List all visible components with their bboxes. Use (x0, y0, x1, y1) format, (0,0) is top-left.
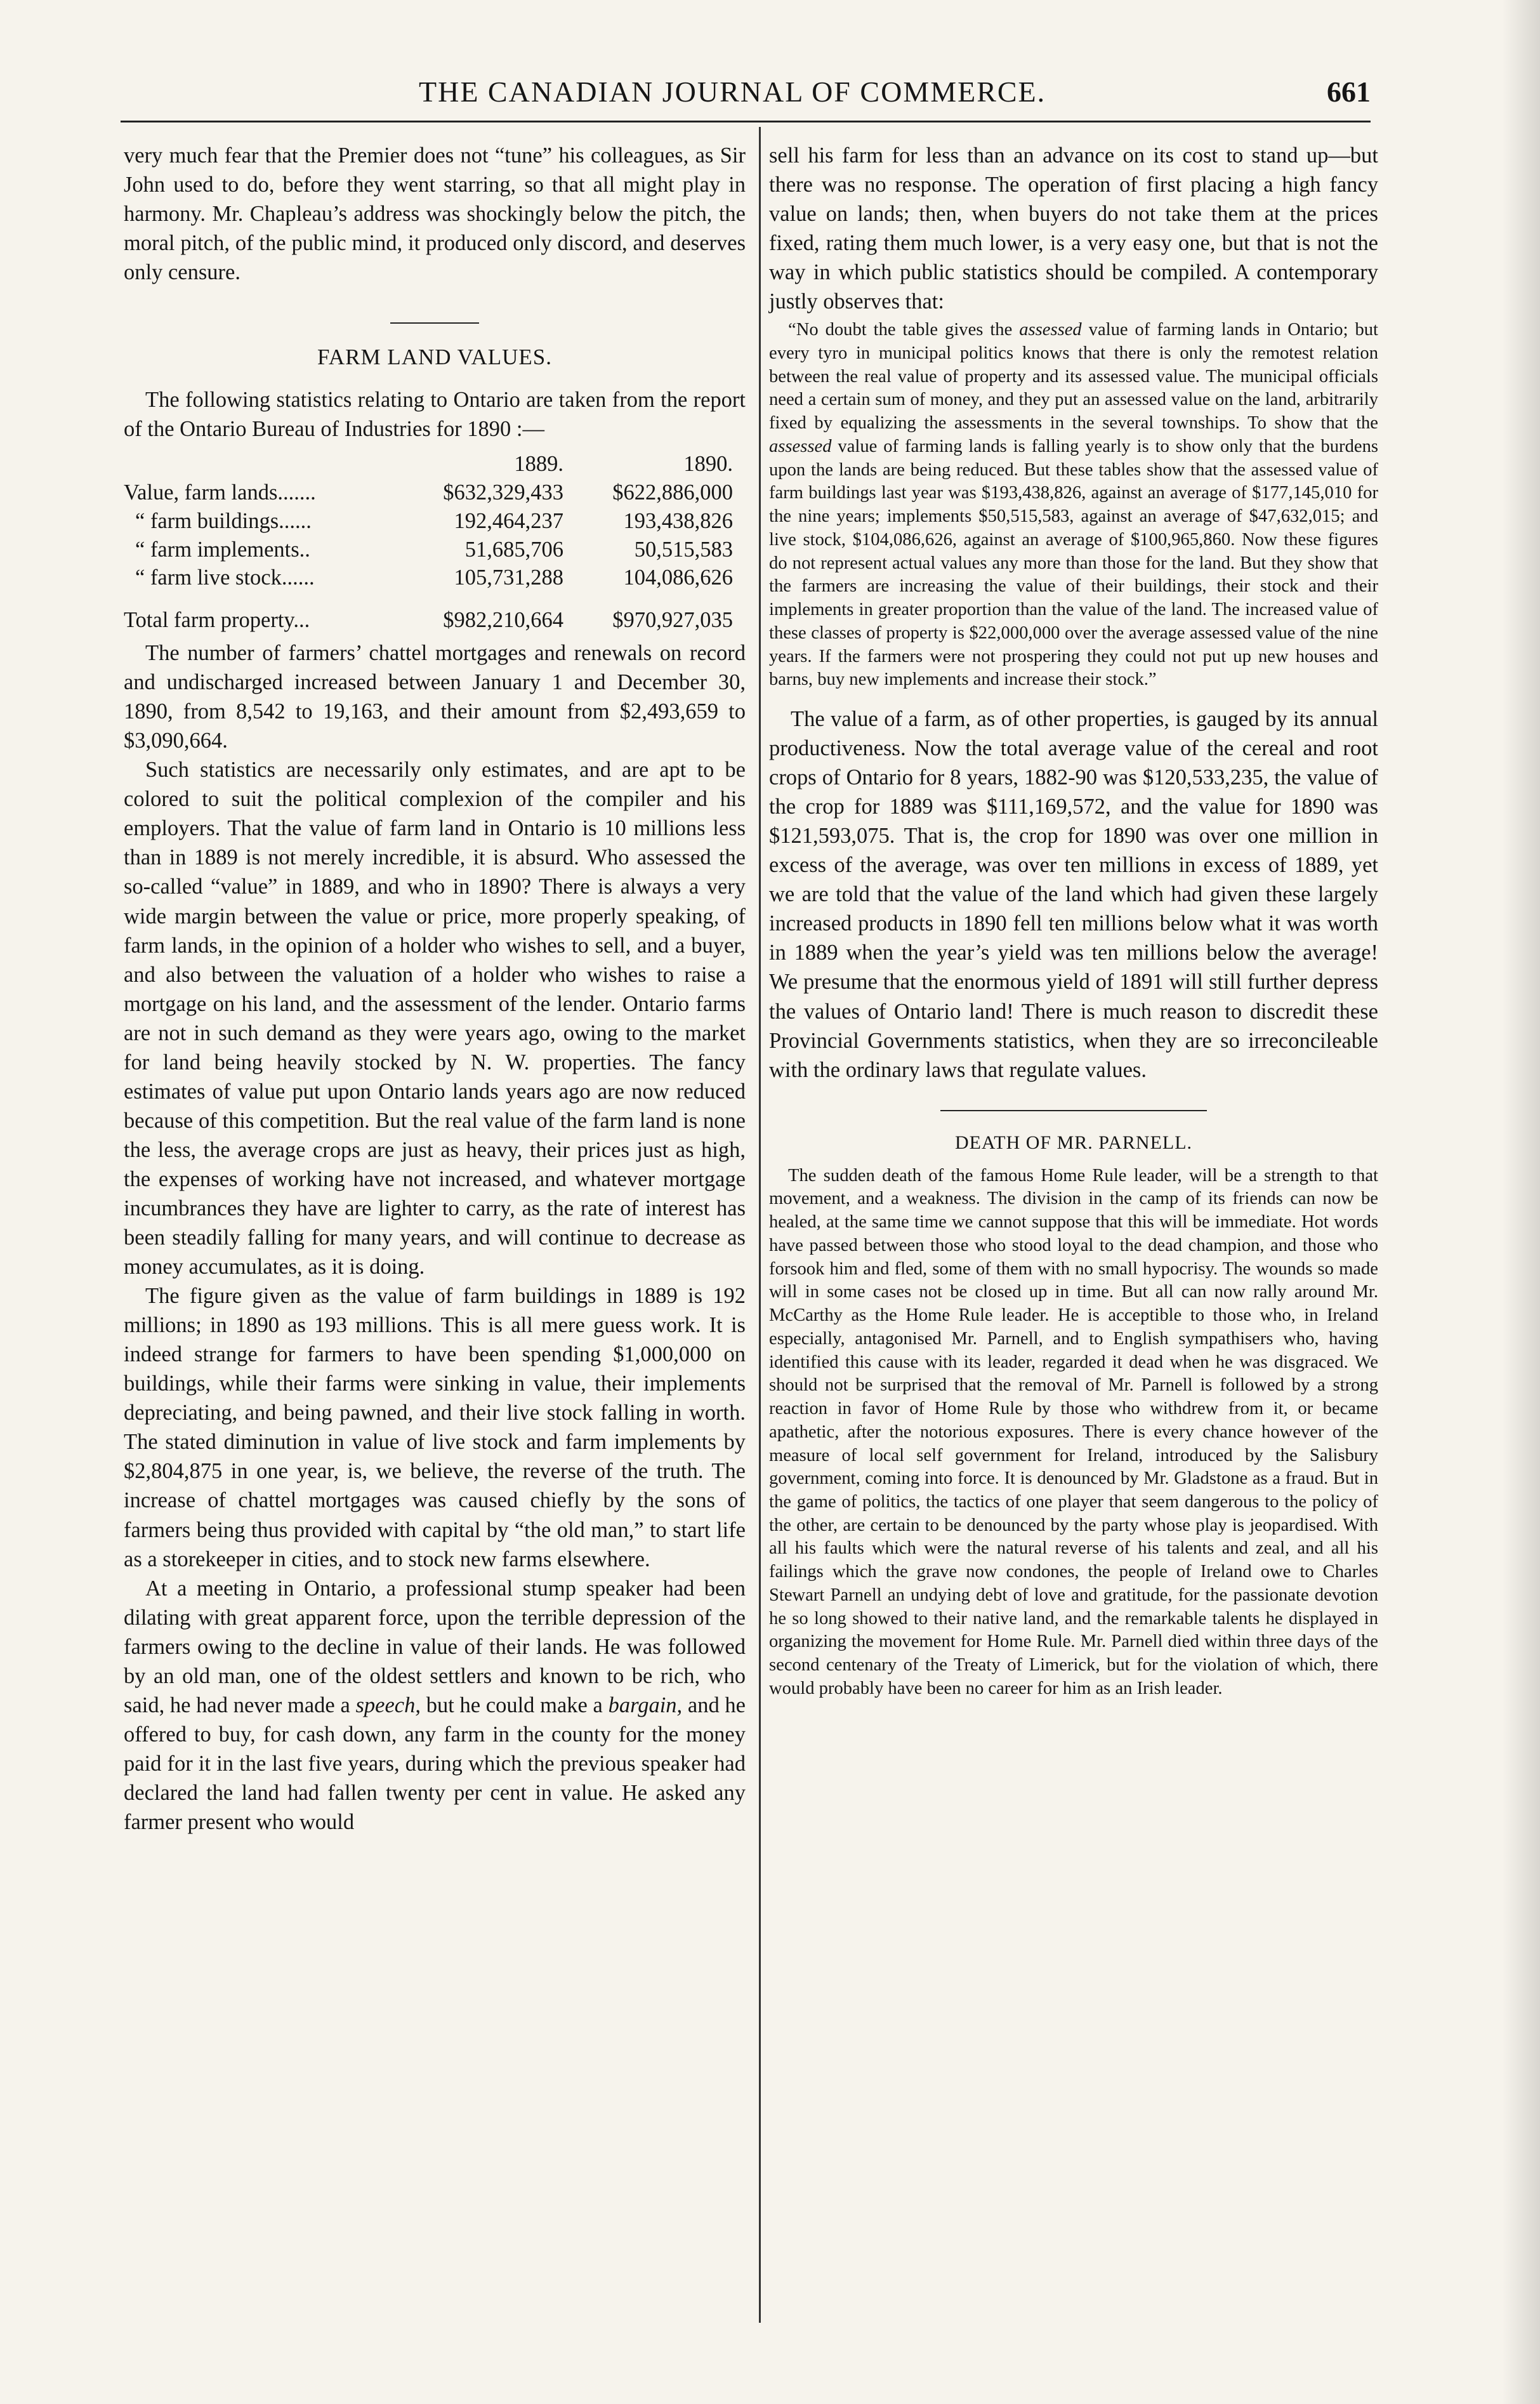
value-1890: 193,438,826 (623, 508, 733, 533)
column-divider (759, 127, 761, 2323)
farm-intro-paragraph: The following statistics relating to Ontario are taken from the report of the Ontario Bureau of Industries for 1890 :— (124, 387, 746, 441)
table-row (124, 564, 733, 592)
value-1890: $622,886,000 (612, 480, 733, 505)
farm-land-heading: FARM LAND VALUES. (317, 345, 552, 370)
parnell-heading: DEATH OF MR. PARNELL. (954, 1132, 1193, 1153)
total-label: Total farm property... (124, 608, 310, 633)
left-column (124, 141, 746, 1837)
quote-italic: assessed (769, 436, 832, 456)
quote-text: value of farming lands is falling yearly is to show only that the burdens upon the lands are being reduced. But these tables show that the assessed value of farm buildings last year was $193,438,826, against an average of $177,145,010 for the nine years; implements $50,515,583, against an average of $47,632,015; and live stock, $104,086,626, against an average of $100,965,860. Now these figures do not represent actual values any more than those for the land. But they show that the farmers are increasing the value of their buildings, their stock and their implements in greater proportion than the value of the land. The increased value of these classes of property is $22,000,000 over the average assessed value of the nine years. If the farmers were not prospering they could not put up new houses and barns, buy new implements and increase their stock.” (769, 436, 1378, 690)
mortgages-paragraph: The number of farmers’ chattel mortgages and renewals on record and undischarged increased between January 1 and December 30, 1890, from 8,542 to 19,163, and their amount from $2,493,659 to $3,090,664. (124, 641, 746, 753)
value-1890: 104,086,626 (623, 565, 733, 590)
continued-paragraph: sell his farm for less than an advance on its cost to stand up—but there was no response. The operation of first placing a high fancy value on lands; then, when buyers do not take them at the prices fixed, rating them much lower, is a very easy one, but that is not the way in which public statistics should be compiled. A contemporary justly observes that: (769, 143, 1378, 314)
quote-text: “No doubt the table gives the (788, 320, 1020, 340)
scan-edge-shadow (1502, 0, 1540, 2404)
table-row (124, 479, 733, 507)
row-label: Value, farm lands....... (124, 480, 316, 505)
value-1889: 105,731,288 (454, 565, 563, 590)
intro-paragraph: very much fear that the Premier does not “tune” his colleagues, as Sir John used to do, before they went starring, so that all might play in harmony. Mr. Chapleau’s address was shockingly below the pitch, the moral pitch, of the public mind, it produced only discord, and deserves only censure. (124, 143, 746, 285)
header-rule (121, 121, 1371, 122)
parnell-paragraph: The sudden death of the famous Home Rule leader, will be a strength to that movement, and a weakness. The division in the camp of its friends can now be healed, at the same time we cannot suppose that this will be immediate. Hot words have passed between those who stood loyal to the dead champion, and those who forsook him and fled, some of them with no small hypocrisy. The wounds so made will in some cases not be closed up in time. But all can now rally around Mr. McCarthy as the Home Rule leader. He is acceptible to those who, in Ireland especially, antagonised Mr. Parnell, and to English sympathisers who, having identified this cause with its leader, regarded it dead when he was disgraced. We should not be surprised that the removal of Mr. Parnell is followed by a strong reaction in favor of Home Rule by those who withdrew from it, or became apathetic, after the notorious exposures. There is every chance however of the measure of local self government for Ireland, introduced by the Salisbury government, coming into force. It is denounced by Mr. Gladstone as a fraud. But in the game of politics, the tactics of one player that seem dangerous to the policy of the other, are certain to be denounced by the party whose play is jeopardised. With all his faults which were the natural reverse of his talents and zeal, and all his failings which the grave now condones, the people of Ireland owe to Charles Stewart Parnell an undying debt of love and gratitude, for the passionate devotion he so long showed to their native land, and the remarkable talents he displayed in organizing the movement for Home Rule. Mr. Parnell died within three days of the second centenary of the Treaty of Limerick, but for the violation of which, there would probably have been no career for him as an Irish leader. (769, 1165, 1378, 1698)
meeting-text: At a meeting in Ontario, a professional stump speaker had been dilating with great apparent force, upon the terrible depression of the farmers owing to the decline in value of their lands. He was followed by an old man, one of the oldest settlers and known to be rich, who said, he had never made a (124, 1576, 746, 1717)
page-number: 661 (1327, 76, 1371, 108)
table-row (124, 507, 733, 536)
right-column (769, 141, 1378, 1701)
quote-text: value of farming lands in Ontario; but every tyro in municipal politics knows that there is only the remotest relation between the real value of property and its assessed value. The municipal officials need a certain sum of money, and they put an assessed value on the land, arbitrarily fixed by equalizing the assessments in the several townships. To show that the (769, 320, 1378, 433)
table-total-row (124, 592, 733, 635)
buildings-paragraph: The figure given as the value of farm buildings in 1889 is 192 millions; in 1890 as 193 millions. This is all mere guess work. It is indeed strange for farmers to have been spending $1,000,000 on buildings, while their farms were sinking in value, their implements depreciating, and being pawned, and their live stock falling in worth. The stated diminution in value of live stock and farm implements by $2,804,875 in one year, is, we believe, the reverse of the truth. The increase of chattel mortgages was caused chiefly by the sons of farmers being thus provided with capital by “the old man,” to start life as a storekeeper in cities, and to stock new farms elsewhere. (124, 1284, 746, 1571)
row-label: “ farm buildings...... (135, 508, 312, 533)
value-1889: 192,464,237 (454, 508, 563, 533)
quote-italic: assessed (1019, 320, 1082, 340)
value-1889: $632,329,433 (443, 480, 563, 505)
value-1889: 51,685,706 (464, 537, 563, 562)
estimates-paragraph: Such statistics are necessarily only estimates, and are apt to be colored to suit the political complexion of the compiler and his employers. That the value of farm land in Ontario is 10 millions less than in 1889 is not merely incredible, it is absurd. Who assessed the so-called “value” in 1889, and who in 1890? There is always a very wide margin between the value or price, more properly speaking, of farm lands, in the opinion of a holder who wishes to sell, and a buyer, and also between the valuation of a holder who wishes to raise a mortgage on his land, and the assessment of the lender. Ontario farms are not in such demand as they were years ago, owing to the market for land being heavily stocked by N. W. properties. The fancy estimates of value put upon Ontario lands years ago are now reduced because of this competition. But the real value of the farm land is none the less, the average crops are just as heavy, their prices just as high, the expenses of working have not increased, and whatever mortgage incumbrances they have are lighter to carry, as the rate of interest has been steadily falling for many years, and will continue to decrease as money accumulates, as it is doing. (124, 758, 746, 1279)
farm-value-paragraph: The value of a farm, as of other properties, is gauged by its annual productiveness. Now the total average value of the cereal and root crops of Ontario for 8 years, 1882-90 was $120,533,235, the value of the crop for 1889 was $111,169,572, and the value for 1890 was $121,593,075. That is, the crop for 1890 was over one million in excess of the average, was over ten millions in excess of 1889, yet we are told that the value of the land which had given these largely increased products in 1890 fell ten millions below what it was worth in 1889 when the year’s yield was ten millions below the average! We presume that the enormous yield of 1891 will still further depress the values of Ontario land! There is much reason to discredit these Provincial Governments statistics, when they are so irreconcileable with the ordinary laws that regulate values. (769, 707, 1378, 1082)
table-row (124, 536, 733, 564)
meeting-paragraph (124, 1574, 746, 1837)
meeting-italic-bargain: bargain, (608, 1693, 683, 1717)
meeting-text: but he could make a (420, 1693, 609, 1717)
table-header-row (124, 450, 733, 479)
total-1889: $982,210,664 (443, 608, 563, 633)
page-header (121, 75, 1371, 119)
value-1890: 50,515,583 (634, 537, 733, 562)
row-label: “ farm live stock...... (135, 565, 315, 590)
col-1890-header: 1890. (683, 452, 733, 477)
parnell-article (769, 1165, 1378, 1701)
col-1889-header: 1889. (514, 452, 563, 477)
meeting-text: and he offered to buy, for cash down, any farm in the county for the money paid for it in the last five years, during which the previous speaker had declared the land had fallen twenty per cent in value. He asked any farmer present who would (124, 1693, 746, 1834)
row-label: “ farm implements.. (135, 537, 310, 562)
meeting-italic-speech: speech, (355, 1693, 421, 1717)
total-1890: $970,927,035 (612, 608, 733, 633)
running-title: THE CANADIAN JOURNAL OF COMMERCE. (419, 76, 1046, 108)
farm-statistics-table (124, 450, 733, 635)
contemporary-quote (769, 319, 1378, 692)
